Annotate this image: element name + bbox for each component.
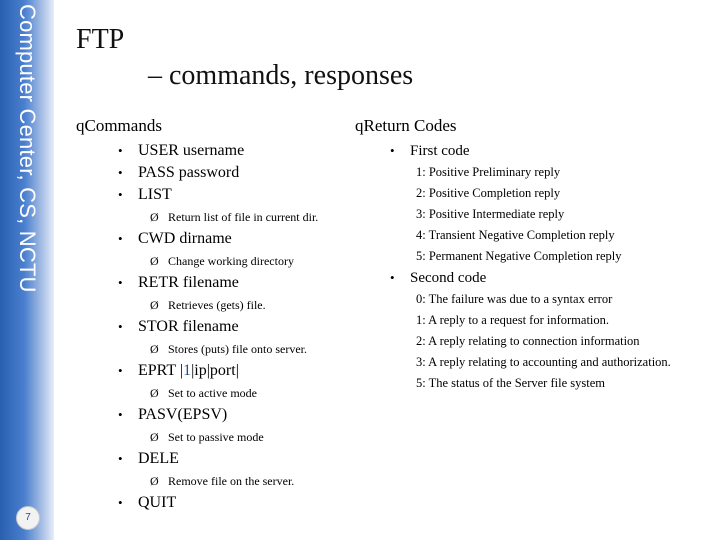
command-text: RETR filename — [138, 274, 239, 291]
code-line: 5: Permanent Negative Completion reply — [416, 249, 622, 263]
command-text-c: |ip|port| — [191, 362, 239, 379]
list-item — [118, 228, 418, 250]
list-item — [118, 140, 418, 162]
command-text: DELE — [138, 450, 179, 467]
command-description: Set to passive mode — [168, 430, 264, 444]
q-bullet: q — [355, 116, 364, 135]
command-text: LIST — [138, 186, 172, 203]
arrow-icon: Ø — [150, 210, 159, 224]
arrow-icon: Ø — [150, 386, 159, 400]
arrow-icon: Ø — [150, 430, 159, 444]
command-text: PASV(EPSV) — [138, 406, 228, 423]
command-text-a: EPRT | — [138, 362, 184, 379]
commands-list — [118, 140, 418, 514]
code-line: 2: Positive Completion reply — [416, 186, 561, 200]
command-description: Stores (puts) file onto server. — [168, 342, 307, 356]
arrow-icon: Ø — [150, 474, 159, 488]
command-description: Change working directory — [168, 254, 294, 268]
bullet-icon: • — [118, 187, 123, 202]
code-line: 0: The failure was due to a syntax error — [416, 292, 613, 306]
list-item — [118, 360, 418, 382]
bullet-icon: • — [118, 363, 123, 378]
q-bullet: q — [76, 116, 85, 135]
first-code-item — [390, 140, 715, 162]
list-subitem — [118, 426, 418, 448]
list-subitem — [118, 206, 418, 228]
code-line: 1: A reply to a request for information. — [416, 313, 610, 327]
list-item — [118, 404, 418, 426]
bullet-icon: • — [118, 231, 123, 246]
page-number: 7 — [16, 506, 40, 530]
second-code-label: Second code — [410, 270, 487, 286]
command-description: Retrieves (gets) file. — [168, 298, 266, 312]
bullet-icon: • — [118, 319, 123, 334]
bullet-icon: • — [390, 143, 395, 158]
command-text-highlight: 1 — [183, 362, 192, 379]
bullet-icon: • — [118, 495, 123, 510]
list-item — [118, 184, 418, 206]
command-text: CWD dirname — [138, 230, 232, 247]
command-text: USER username — [138, 142, 245, 159]
arrow-icon: Ø — [150, 298, 159, 312]
slide-subtitle: – commands, responses — [148, 60, 414, 91]
code-line: 5: The status of the Server file system — [416, 376, 605, 390]
code-line: 3: A reply relating to accounting and authorization. — [416, 355, 671, 369]
list-item — [118, 316, 418, 338]
bullet-icon: • — [118, 143, 123, 158]
bullet-icon: • — [118, 165, 123, 180]
bullet-icon: • — [118, 451, 123, 466]
command-description: Return list of file in current dir. — [168, 210, 319, 224]
code-line: 3: Positive Intermediate reply — [416, 207, 565, 221]
command-text: PASS password — [138, 164, 240, 181]
second-code-item — [390, 267, 715, 289]
return-codes-list — [390, 140, 715, 394]
arrow-icon: Ø — [150, 254, 159, 268]
code-line: 4: Transient Negative Completion reply — [416, 228, 615, 242]
commands-heading — [76, 116, 162, 136]
command-text: STOR filename — [138, 318, 239, 335]
return-codes-heading-label: Return Codes — [363, 116, 457, 135]
return-codes-heading — [355, 116, 457, 136]
list-item — [118, 272, 418, 294]
sidebar-band — [0, 0, 54, 540]
code-line: 2: A reply relating to connection information — [416, 334, 640, 348]
commands-heading-label: Commands — [84, 116, 162, 135]
first-code-label: First code — [410, 143, 470, 159]
list-subitem — [118, 338, 418, 360]
slide-title: FTP — [76, 24, 125, 55]
command-text: QUIT — [138, 494, 177, 511]
bullet-icon: • — [118, 407, 123, 422]
bullet-icon: • — [118, 275, 123, 290]
list-subitem — [118, 470, 418, 492]
list-item — [118, 492, 418, 514]
code-line: 1: Positive Preliminary reply — [416, 165, 561, 179]
command-description: Remove file on the server. — [168, 474, 295, 488]
command-description: Set to active mode — [168, 386, 257, 400]
sidebar-title: Computer Center, CS, NCTU — [15, 4, 40, 293]
list-item — [118, 162, 418, 184]
arrow-icon: Ø — [150, 342, 159, 356]
list-subitem — [118, 382, 418, 404]
list-item — [118, 448, 418, 470]
bullet-icon: • — [390, 270, 395, 285]
list-subitem — [118, 294, 418, 316]
list-subitem — [118, 250, 418, 272]
